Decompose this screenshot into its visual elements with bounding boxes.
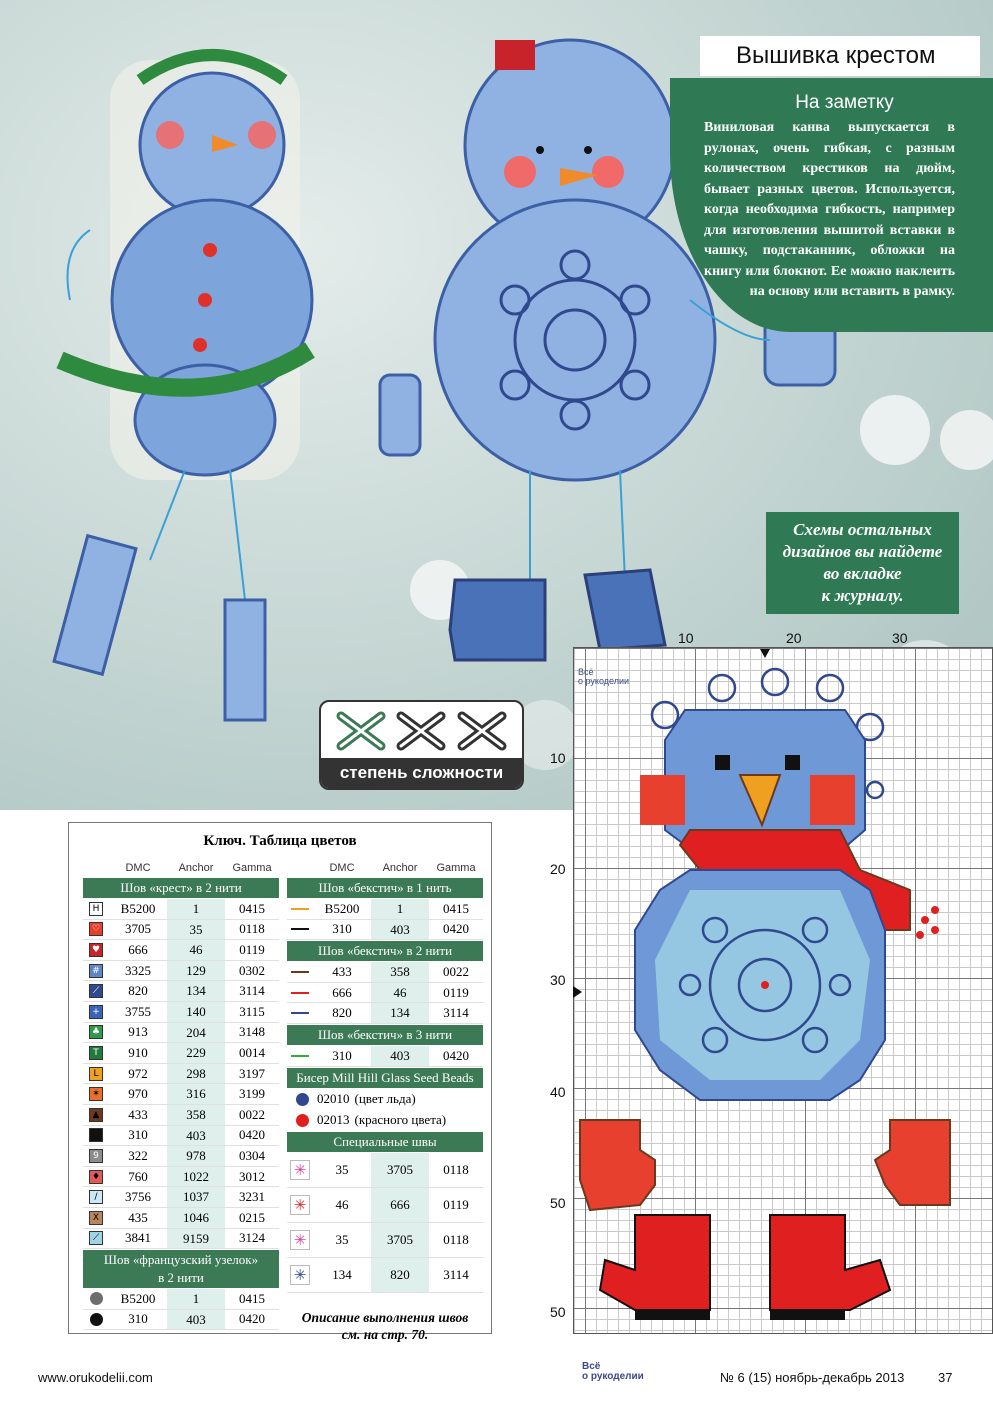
color-symbol-icon: ♡ [89,922,103,936]
symbol-cell [83,1313,109,1326]
dmc-value: 310 [332,1047,352,1063]
color-row [83,1084,279,1105]
gamma-value: 3231 [239,1189,265,1205]
special-value: 0118 [443,1161,469,1177]
color-row [83,1167,279,1188]
anchor-value: 140 [167,1002,225,1022]
dmc-value: 972 [128,1065,148,1081]
color-key-table [68,822,492,1342]
special-value: 3114 [443,1266,469,1282]
left-tick: 10 [550,750,566,766]
special-value: 134 [332,1266,352,1282]
anchor-value: 35 [167,920,225,940]
color-symbol-icon: ♦ [89,1170,103,1184]
color-row [287,899,483,920]
bead-name: (красного цвета) [354,1112,447,1128]
cross-stitch-chart [540,630,993,1345]
footer-issue: № 6 (15) ноябрь-декабрь 2013 [720,1370,905,1385]
special-stitch-row [287,1223,483,1258]
dmc-value: 910 [128,1044,148,1060]
backstitch-2-rows [287,962,483,1024]
symbol-cell [287,1160,313,1180]
special-value: 0119 [443,1196,469,1212]
symbol-cell [287,971,313,973]
anchor-value: 134 [167,981,225,1001]
gamma-header: Gamma [436,862,476,874]
symbol-cell [287,1012,313,1014]
gamma-value: 0302 [239,962,265,978]
color-symbol-icon: ♣ [89,1025,103,1039]
anchor-value: 46 [371,983,429,1003]
snowman-pattern-illustration [540,630,993,1345]
schemes-line: во вкладке [823,564,902,583]
bead-icon [296,1114,309,1127]
special-value: 666 [371,1188,429,1222]
color-row [287,962,483,983]
french-knot-icon [90,1292,103,1305]
gamma-value: 0420 [239,1127,265,1143]
gamma-value: 0215 [239,1209,265,1225]
gamma-value: 3115 [239,1003,265,1019]
dmc-value: 760 [128,1168,148,1184]
color-symbol-icon: T [89,1046,103,1060]
dmc-value: 322 [128,1147,148,1163]
color-row [83,961,279,982]
french-knot-section-line: в 2 нити [158,1270,204,1286]
bead-icon [296,1093,309,1106]
gamma-value: 0118 [239,921,265,937]
symbol-cell [83,1190,109,1204]
backstitch-3-section: Шов «бекстич» в 3 нити [287,1025,483,1045]
note-title: На заметку [795,92,894,113]
color-row [83,1126,279,1147]
color-row [83,1043,279,1064]
anchor-value: 403 [167,1310,225,1330]
gamma-value: 3114 [239,983,265,999]
color-row [83,1146,279,1167]
backstitch-line-icon [291,992,309,994]
french-knot-section-line: Шов «французский узелок» [103,1252,259,1268]
color-row [83,899,279,920]
symbol-cell [83,1170,109,1184]
symbol-cell [83,1108,109,1122]
color-symbol-icon: H [89,902,103,916]
color-row [83,1187,279,1208]
anchor-value: 134 [371,1003,429,1023]
bead-row [287,1089,483,1110]
special-value: 35 [335,1161,349,1177]
gamma-value: 0415 [443,900,469,916]
color-row [83,1208,279,1229]
anchor-value: 358 [167,1105,225,1125]
left-tick: 50 [550,1304,566,1320]
gamma-value: 0420 [443,921,469,937]
left-snowman-ornament [54,55,312,720]
anchor-value: 129 [167,961,225,981]
special-stitches-section: Специальные швы [287,1132,483,1152]
symbol-cell [83,943,109,957]
color-row [83,1310,279,1331]
dmc-header: DMC [329,862,355,874]
note-text: Виниловая канва выпускается в рулонах, очень гибкая, с разным количеством крестиков на дюйм, бывает разных цветов. Используется, когда необходима гибкость, например для изготовления вышитой вставки в чашку, подстаканник, обложки на книгу или блокнот. Ее можно наклеить на основу или вставить в рамку. [704,120,955,299]
color-row [83,981,279,1002]
beads-section: Бисер Mill Hill Glass Seed Beads [287,1068,483,1088]
french-knot-section [83,1250,279,1288]
bead-name: (цвет льда) [354,1091,416,1107]
gamma-value: 3197 [239,1065,265,1081]
anchor-value: 1 [167,899,225,919]
color-symbol-icon: / [89,1190,103,1204]
footer-logo-line: Всё [582,1361,601,1372]
anchor-value: 358 [371,962,429,982]
symbol-cell [83,1292,109,1305]
symbol-cell [83,1231,109,1245]
left-tick: 20 [550,861,566,877]
symbol-cell [83,1087,109,1101]
symbol-cell [83,1149,109,1163]
symbol-cell [287,908,313,910]
star-stitch-icon: ✳ [290,1230,310,1250]
gamma-value: 3199 [239,1086,265,1102]
gamma-value: 0022 [239,1106,265,1122]
dmc-value: B5200 [120,900,156,916]
color-row [83,1064,279,1085]
bead-row [287,1110,483,1131]
color-row [83,1002,279,1023]
backstitch-line-icon [291,928,309,930]
gamma-value: 0119 [239,941,265,957]
color-row [83,1289,279,1310]
anchor-value: 229 [167,1043,225,1063]
anchor-value: 403 [371,920,429,940]
symbol-cell [287,992,313,994]
gamma-value: 3148 [239,1024,265,1040]
stitch-footnote [287,1309,483,1343]
dmc-value: 435 [128,1209,148,1225]
dmc-value: B5200 [120,1290,156,1306]
anchor-value: 46 [167,940,225,960]
gamma-value: 0119 [443,984,469,1000]
key-right-column [287,859,483,1343]
special-stitches-rows [287,1153,483,1293]
color-row [287,1046,483,1067]
left-tick: 50 [550,1195,566,1211]
other-schemes-note [766,512,959,614]
color-symbol-icon: ✶ [89,1087,103,1101]
symbol-cell [83,902,109,916]
color-row [287,1003,483,1024]
dmc-value: 3756 [125,1189,151,1205]
gamma-value: 0022 [443,963,469,979]
dmc-value: 310 [332,921,352,937]
cross-stitch-section: Шов «крест» в 2 нити [83,878,279,898]
symbol-cell [83,1128,109,1142]
color-symbol-icon: 9 [89,1149,103,1163]
dmc-value: B5200 [324,900,360,916]
symbol-cell [287,1093,317,1106]
dmc-value: 310 [128,1127,148,1143]
left-tick: 40 [550,1084,566,1100]
anchor-value: 1037 [167,1187,225,1207]
french-knot-icon [90,1313,103,1326]
footer-logo [582,1362,644,1382]
color-symbol-icon: ⟋ [89,984,103,998]
color-row [83,1105,279,1126]
backstitch-line-icon [291,1012,309,1014]
dmc-value: 3325 [125,962,151,978]
center-arrow-icon [573,986,582,998]
footer-logo-line: о рукоделии [582,1371,644,1382]
color-row [83,1023,279,1044]
color-row [287,920,483,941]
left-tick: 30 [550,972,566,988]
dmc-value: 310 [128,1311,148,1327]
backstitch-1-section: Шов «бекстич» в 1 нить [287,878,483,898]
anchor-header: Anchor [178,862,214,874]
symbol-cell [83,1211,109,1225]
backstitch-3-rows [287,1046,483,1067]
backstitch-line-icon [291,971,309,973]
gamma-value: 0420 [239,1311,265,1327]
dmc-value: 433 [332,963,352,979]
gamma-value: 3114 [443,1005,469,1021]
schemes-line: дизайнов вы найдете [782,542,943,561]
color-symbol-icon: # [89,964,103,978]
anchor-value: 298 [167,1064,225,1084]
gamma-value: 0415 [239,1290,265,1306]
schemes-line: Схемы остальных [793,520,932,539]
french-knot-rows [83,1289,279,1330]
footer-site[interactable]: www.orukodelii.com [38,1370,153,1385]
difficulty-label: степень сложности [321,758,522,788]
bead-code: 02013 [317,1112,350,1128]
color-symbol-icon: ⟋ [89,1231,103,1245]
symbol-cell [287,1265,313,1285]
gamma-value: 3124 [239,1230,265,1246]
top-tick: 20 [786,630,802,646]
center-arrow-icon [760,649,770,658]
dmc-value: 3841 [125,1230,151,1246]
gamma-value: 0304 [239,1147,265,1163]
footnote-line: см. на стр. 70. [341,1326,429,1342]
color-symbol-icon: ♥ [89,943,103,957]
symbol-cell [83,1067,109,1081]
dmc-value: 3705 [125,921,151,937]
cross-stitch-icon [336,708,386,754]
color-symbol-icon: L [89,1067,103,1081]
color-row [83,1229,279,1250]
anchor-value: 403 [167,1126,225,1146]
symbol-cell [83,1005,109,1019]
cross-stitch-rows [83,899,279,1249]
anchor-value: 316 [167,1084,225,1104]
dmc-value: 913 [128,1024,148,1040]
key-left-column [83,859,279,1330]
top-tick: 30 [892,630,908,646]
dmc-header: DMC [125,862,151,874]
cross-stitch-icon [396,708,446,754]
color-symbol-icon: ■ [89,1128,103,1142]
anchor-value: 1 [371,899,429,919]
key-header [287,859,483,877]
anchor-value: 978 [167,1146,225,1166]
anchor-header: Anchor [382,862,418,874]
dmc-value: 820 [128,983,148,999]
backstitch-line-icon [291,1055,309,1057]
color-symbol-icon: X [89,1211,103,1225]
special-value: 3705 [371,1223,429,1257]
dmc-value: 820 [332,1005,352,1021]
anchor-value: 9159 [167,1229,225,1249]
symbol-cell [83,922,109,936]
symbol-cell [83,984,109,998]
anchor-value: 204 [167,1023,225,1043]
color-symbol-icon: ▲ [89,1108,103,1122]
special-value: 3705 [371,1153,429,1187]
schemes-line: к журналу. [821,586,904,605]
special-stitch-row [287,1153,483,1188]
bead-code: 02010 [317,1091,350,1107]
key-title: Ключ. Таблица цветов [203,833,357,849]
symbol-cell [287,1055,313,1057]
anchor-value: 1046 [167,1208,225,1228]
anchor-value: 1022 [167,1167,225,1187]
chart-logo-line: Всё [578,667,594,677]
symbol-cell [83,1025,109,1039]
gamma-value: 0420 [443,1047,469,1063]
cross-stitch-icon [457,708,507,754]
color-row [83,940,279,961]
gamma-value: 3012 [239,1168,265,1184]
note-box [670,78,993,332]
special-value: 35 [335,1231,349,1247]
special-value: 0118 [443,1231,469,1247]
color-symbol-icon: + [89,1005,103,1019]
dmc-value: 3755 [125,1003,151,1019]
gamma-header: Gamma [232,862,272,874]
color-row [287,983,483,1004]
star-stitch-icon: ✳ [290,1265,310,1285]
symbol-cell [287,1230,313,1250]
special-value: 820 [371,1258,429,1292]
star-stitch-icon: ✳ [290,1195,310,1215]
dmc-value: 666 [128,941,148,957]
color-row [83,920,279,941]
star-stitch-icon: ✳ [290,1160,310,1180]
difficulty-badge [319,700,524,790]
dmc-value: 666 [332,984,352,1000]
chart-logo-line: о рукоделии [578,676,630,686]
symbol-cell [287,1114,317,1127]
special-stitch-row [287,1188,483,1223]
anchor-value: 403 [371,1046,429,1066]
symbol-cell [287,1195,313,1215]
dmc-value: 433 [128,1106,148,1122]
section-title: Вышивка крестом [700,36,980,76]
symbol-cell [287,928,313,930]
anchor-value: 1 [167,1289,225,1309]
backstitch-line-icon [291,908,309,910]
footer-page-number: 37 [938,1370,953,1385]
gamma-value: 0415 [239,900,265,916]
beads-rows [287,1089,483,1131]
gamma-value: 0014 [239,1044,265,1060]
key-header [83,859,279,877]
symbol-cell [83,964,109,978]
special-value: 46 [335,1196,349,1212]
footnote-line: Описание выполнения швов [301,1309,469,1325]
top-tick: 10 [678,630,694,646]
dmc-value: 970 [128,1086,148,1102]
backstitch-1-rows [287,899,483,940]
symbol-cell [83,1046,109,1060]
backstitch-2-section: Шов «бекстич» в 2 нити [287,941,483,961]
special-stitch-row [287,1258,483,1293]
